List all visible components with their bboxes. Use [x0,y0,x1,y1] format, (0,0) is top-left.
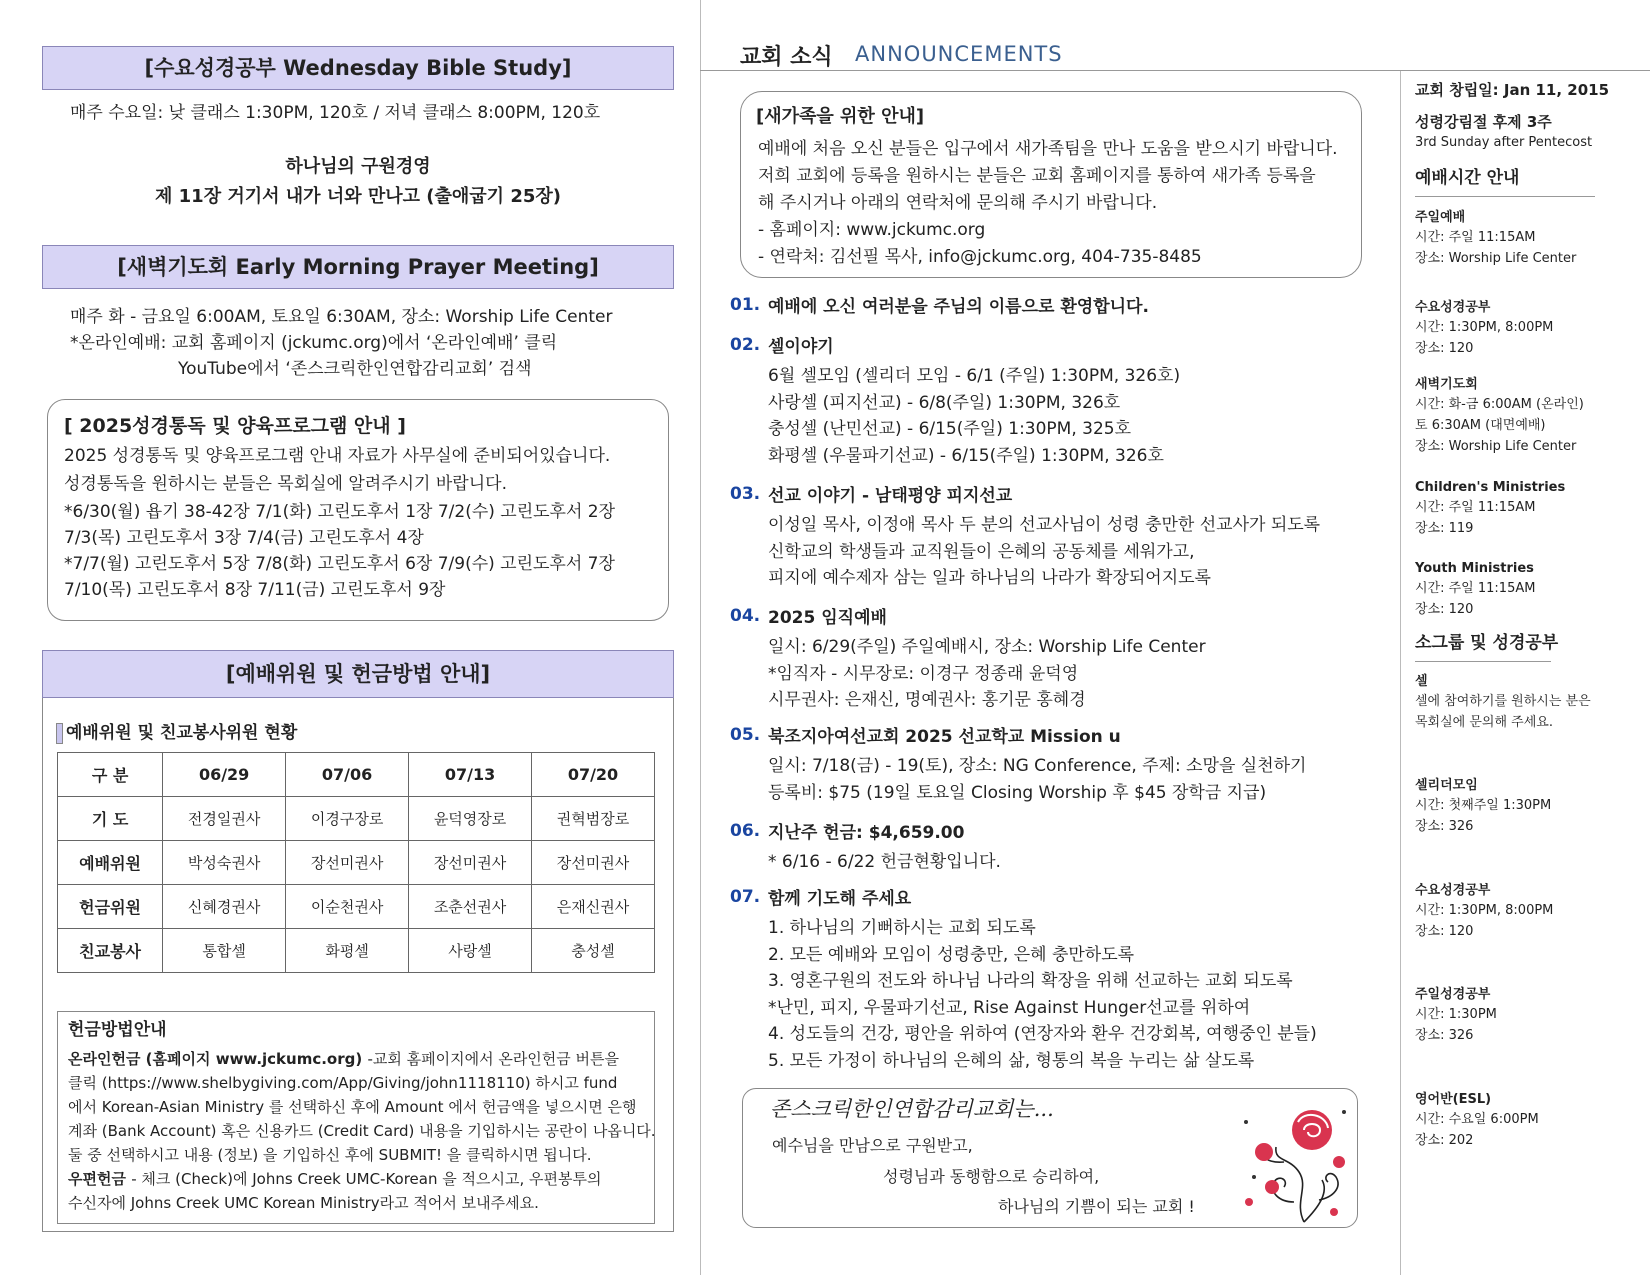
item-title: 함께 기도해 주세요 [768,889,912,909]
heading-rule [1415,661,1551,662]
reading-line: 2025 성경통독 및 양육프로그램 안내 자료가 사무실에 준비되어있습니다. [64,446,611,466]
item-line: 일시: 7/18(금) - 19(토), 장소: NG Conference, 주제: 소망을 실천하기 [768,756,1307,776]
prayer-meeting-banner: [새벽기도회 Early Morning Prayer Meeting] [42,245,674,289]
offering-method-label: 온라인헌금 (홈페이지 www.jckumc.org) [68,1050,368,1068]
item-title: 예배에 오신 여러분을 주님의 이름으로 환영합니다. [768,297,1149,317]
offering-line: 둘 중 선택하시고 내용 (정보) 을 기입하신 후에 SUBMIT! 을 클릭하시면 됩니다. [68,1146,592,1164]
group-name: 셀리더모임 [1415,778,1478,793]
item-title: 선교 이야기 - 남태평양 피지선교 [768,486,1013,506]
group-name: 셀 [1415,674,1428,689]
announcements-title: 교회 소식 [740,45,833,70]
table-cell: 장선미권사 [409,841,532,885]
item-line: 4. 성도들의 건강, 평안을 위하여 (연장자와 환우 건강회복, 여행중인 분들) [768,1024,1317,1044]
rose-flourish-icon [1234,1092,1354,1224]
announcements-rule [700,70,1650,71]
table-cell: 화평셀 [286,929,409,973]
item-line: 신학교의 학생들과 교직원들이 은혜의 공동체를 세워가고, [768,541,1195,562]
group-line: 목회실에 문의해 주세요. [1415,715,1553,730]
wednesday-bible-study-banner: [수요성경공부 Wednesday Bible Study] [42,46,674,90]
offering-title: 헌금방법안내 [68,1020,167,1040]
item-line: *난민, 피지, 우물파기선교, Rise Against Hunger선교를 위하여 [768,997,1251,1018]
online-worship-note: *온라인예배: 교회 홈페이지 (jckumc.org)에서 ‘온라인예배’ 클릭 [70,333,558,353]
wednesday-time: 매주 수요일: 낮 클래스 1:30PM, 120호 / 저녁 클래스 8:00PM, 120호 [70,103,601,123]
liturgical-season-en: 3rd Sunday after Pentecost [1415,135,1593,150]
table-cell: 은재신권사 [532,885,655,929]
item-number: 04. [730,606,761,626]
newcomer-line: 저희 교회에 등록을 원하시는 분들은 교회 홈페이지를 통하여 새가족 등록을 [758,166,1316,186]
item-number: 01. [730,295,761,315]
group-line: 장소: 326 [1415,1028,1474,1043]
table-cell: 07/06 [286,753,409,797]
schedule-line: 시간: 주일 11:15AM [1415,500,1536,515]
item-line: 6월 셀모임 (셀리더 모임 - 6/1 (주일) 1:30PM, 326호) [768,366,1181,386]
newcomer-line: - 홈페이지: www.jckumc.org [758,220,986,240]
item-title: 북조지아여선교회 2025 선교학교 Mission u [768,727,1121,747]
table-cell: 사랑셀 [409,929,532,973]
closing-line-3: 하나님의 기쁨이 되는 교회 ! [998,1197,1195,1216]
table-cell: 친교봉사 [58,929,163,973]
newcomer-title: [새가족을 위한 안내] [756,106,925,127]
group-line: 장소: 202 [1415,1133,1474,1148]
table-cell: 권혁범장로 [532,797,655,841]
schedule-name: 수요성경공부 [1415,300,1491,315]
schedule-name: 주일예배 [1415,210,1466,225]
schedule-line: 시간: 주일 11:15AM [1415,581,1536,596]
table-cell: 윤덕영장로 [409,797,532,841]
reading-line: 7/10(목) 고린도후서 8장 7/11(금) 고린도후서 9장 [64,580,446,600]
table-cell: 박성숙권사 [163,841,286,885]
table-cell: 구 분 [58,753,163,797]
small-group-heading: 소그룹 및 성경공부 [1415,633,1559,653]
study-chapter: 제 11장 거기서 내가 너와 만나고 (출애굽기 25장) [154,186,561,207]
table-cell: 통합셀 [163,929,286,973]
group-line: 셀에 참여하기를 원하시는 분은 [1415,694,1591,709]
group-line: 시간: 1:30PM, 8:00PM [1415,903,1554,918]
offering-line [68,1168,601,1192]
church-founded: 교회 창립일: Jan 11, 2015 [1415,81,1610,99]
heading-rule [1415,196,1595,197]
announcements-title-en: ANNOUNCEMENTS [855,42,1063,66]
item-line: 사랑셀 (피지선교) - 6/8(주일) 1:30PM, 326호 [768,392,1121,413]
prayer-time: 매주 화 - 금요일 6:00AM, 토요일 6:30AM, 장소: Worship Life Center [70,307,613,327]
schedule-name: Children's Ministries [1415,480,1566,495]
table-cell: 조춘선권사 [409,885,532,929]
item-title: 셀이야기 [768,337,834,357]
newcomer-line: - 연락처: 김선필 목사, info@jckumc.org, 404-735-8485 [758,247,1202,267]
item-line: 1. 하나님의 기뻐하시는 교회 되도록 [768,918,1036,938]
newcomer-line: 예배에 처음 오신 분들은 입구에서 새가족팀을 만나 도움을 받으시기 바랍니다. [758,139,1338,159]
closing-script: 존스크릭한인연합감리교회는... [770,1097,1054,1121]
newcomer-line: 해 주시거나 아래의 연락처에 문의해 주시기 바랍니다. [758,193,1158,213]
offering-line [68,1048,619,1072]
offering-line: 수신자에 Johns Creek UMC Korean Ministry라고 적어서 보내주세요. [68,1194,539,1212]
closing-line-2: 성령님과 동행함으로 승리하여, [883,1167,1100,1186]
item-line: * 6/16 - 6/22 헌금현황입니다. [768,852,1001,872]
item-line: 이성일 목사, 이정애 목사 두 분의 선교사님이 성령 충만한 선교사가 되도록 [768,515,1321,535]
schedule-line: 장소: 120 [1415,602,1474,617]
group-line: 장소: 326 [1415,819,1474,834]
offering-line: 계좌 (Bank Account) 혹은 신용카드 (Credit Card) 내용을 기입하시는 공란이 나옵니다. [68,1122,656,1140]
schedule-name: Youth Ministries [1415,561,1534,576]
table-cell: 장선미권사 [532,841,655,885]
reading-line: 성경통독을 원하시는 분들은 목회실에 알려주시기 바랍니다. [64,474,507,494]
table-cell: 07/20 [532,753,655,797]
offering-line: 에서 Korean-Asian Ministry 를 선택하신 후에 Amount 에서 헌금액을 넣으시면 은행 [68,1098,637,1116]
duty-banner: [예배위원 및 헌금방법 안내] [42,650,674,698]
table-cell: 충성셀 [532,929,655,973]
table-row [58,885,655,929]
item-line: 충성셀 (난민선교) - 6/15(주일) 1:30PM, 325호 [768,419,1132,439]
group-line: 시간: 1:30PM [1415,1007,1497,1022]
item-title: 2025 임직예배 [768,608,887,628]
schedule-line: 토 6:30AM (대면예배) [1415,418,1546,433]
schedule-line: 시간: 주일 11:15AM [1415,230,1536,245]
subtitle-marker [56,723,63,744]
schedule-line: 시간: 화-금 6:00AM (온라인) [1415,397,1584,412]
item-number: 02. [730,335,761,355]
duty-table [57,752,655,973]
table-cell: 전경일권사 [163,797,286,841]
group-line: 시간: 첫째주일 1:30PM [1415,798,1552,813]
offering-method-text: - 체크 (Check)에 Johns Creek UMC-Korean 을 적으시고, 우편봉투의 [131,1170,602,1188]
schedule-line: 장소: 120 [1415,341,1474,356]
item-title: 지난주 헌금: $4,659.00 [768,823,965,843]
duty-table-header [58,753,655,797]
item-number: 05. [730,725,761,745]
reading-line: *6/30(월) 욥기 38-42장 7/1(화) 고린도후서 1장 7/2(수) 고린도후서 2장 [64,502,616,522]
table-cell: 신혜경권사 [163,885,286,929]
item-number: 07. [730,887,761,907]
group-name: 영어반(ESL) [1415,1092,1492,1107]
item-line: 2. 모든 예배와 모임이 성령충만, 은혜 충만하도록 [768,944,1135,965]
table-cell: 장선미권사 [286,841,409,885]
liturgical-season: 성령강림절 후제 3주 [1415,113,1552,131]
table-cell: 헌금위원 [58,885,163,929]
schedule-name: 새벽기도회 [1415,377,1478,392]
table-cell: 06/29 [163,753,286,797]
table-cell: 07/13 [409,753,532,797]
offering-method-text: -교회 홈페이지에서 온라인헌금 버튼을 [367,1050,620,1068]
youtube-note: YouTube에서 ‘존스크릭한인연합감리교회’ 검색 [178,359,532,379]
item-line: 3. 영혼구원의 전도와 하나님 나라의 확장을 위해 선교하는 교회 되도록 [768,971,1293,991]
item-line: 화평셀 (우물파기선교) - 6/15(주일) 1:30PM, 326호 [768,445,1164,466]
offering-method-label: 우편헌금 [68,1170,132,1188]
table-row [58,841,655,885]
reading-line: *7/7(월) 고린도후서 5장 7/8(화) 고린도후서 6장 7/9(수) 고린도후서 7장 [64,554,615,574]
group-line: 시간: 수요일 6:00PM [1415,1112,1539,1127]
schedule-line: 장소: Worship Life Center [1415,439,1577,454]
table-cell: 이순천권사 [286,885,409,929]
schedule-line: 장소: Worship Life Center [1415,251,1577,266]
item-line: 시무권사: 은재신, 명예권사: 홍기문 홍혜경 [768,690,1086,710]
item-line: 등록비: $75 (19일 토요일 Closing Worship 후 $45 장학금 지급) [768,782,1267,803]
schedule-line: 장소: 119 [1415,521,1474,536]
group-name: 주일성경공부 [1415,987,1491,1002]
table-row [58,929,655,973]
closing-line-1: 예수님을 만남으로 구원받고, [772,1136,973,1155]
offering-line: 클릭 (https://www.shelbygiving.com/App/Giving/john1118110) 하시고 fund [68,1074,618,1092]
item-line: *임직자 - 시무장로: 이경구 정종래 윤덕영 [768,663,1079,684]
item-line: 5. 모든 가정이 하나님의 은혜의 삶, 형통의 복을 누리는 삶 살도록 [768,1050,1255,1071]
table-cell: 기 도 [58,797,163,841]
bible-reading-title: [ 2025성경통독 및 양육프로그램 안내 ] [64,415,406,437]
item-line: 일시: 6/29(주일) 주일예배시, 장소: Worship Life Center [768,637,1206,657]
duty-subtitle: 예배위원 및 친교봉사위원 현황 [66,723,298,743]
schedule-line: 시간: 1:30PM, 8:00PM [1415,320,1554,335]
group-line: 장소: 120 [1415,924,1474,939]
table-cell: 이경구장로 [286,797,409,841]
item-number: 03. [730,484,761,504]
reading-line: 7/3(목) 고린도후서 3장 7/4(금) 고린도후서 4장 [64,528,424,548]
item-line: 피지에 예수제자 삼는 일과 하나님의 나라가 확장되어지도록 [768,568,1211,588]
worship-schedule-heading: 예배시간 안내 [1415,168,1520,188]
study-book: 하나님의 구원경영 [285,156,431,177]
table-row [58,797,655,841]
table-cell: 예배위원 [58,841,163,885]
group-name: 수요성경공부 [1415,883,1491,898]
column-divider [700,0,701,1275]
right-column-divider [1400,70,1401,1275]
item-number: 06. [730,821,761,841]
